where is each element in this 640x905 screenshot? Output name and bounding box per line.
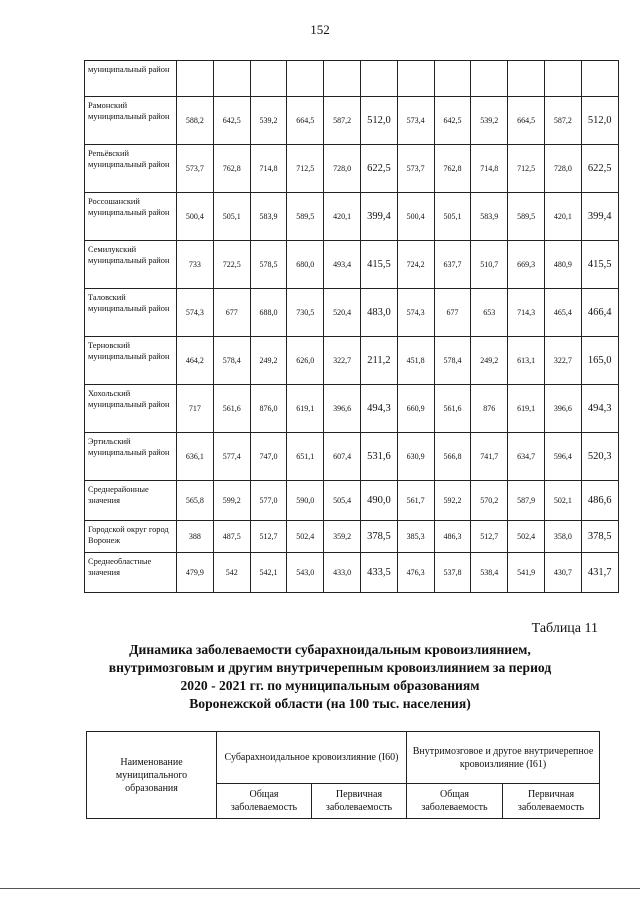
table-cell: 211,2	[360, 337, 397, 385]
table-cell: 583,9	[471, 193, 508, 241]
table-cell: 630,9	[397, 433, 434, 481]
table-cell: 433,0	[324, 553, 361, 593]
table-cell: 541,9	[508, 553, 545, 593]
table-cell: 451,8	[397, 337, 434, 385]
table-row	[85, 553, 619, 593]
header-group-i61: Внутримозговое и другое внутричерепное кровоизлияние (I61)	[407, 732, 600, 784]
table-cell: 385,3	[397, 521, 434, 553]
table-cell: 587,2	[324, 97, 361, 145]
table-cell: 493,4	[324, 241, 361, 289]
table-row	[85, 97, 619, 145]
table-cell	[544, 61, 581, 97]
table-cell: 583,9	[250, 193, 287, 241]
table-cell: 494,3	[360, 385, 397, 433]
table-cell: 505,1	[434, 193, 471, 241]
table-cell: 677	[434, 289, 471, 337]
table-cell: 396,6	[324, 385, 361, 433]
table-cell: 714,3	[508, 289, 545, 337]
table-cell: 249,2	[471, 337, 508, 385]
table-cell: 660,9	[397, 385, 434, 433]
table-cell: 520,3	[581, 433, 618, 481]
row-name: Таловский муниципальный район	[85, 289, 177, 337]
table-cell: 359,2	[324, 521, 361, 553]
table-cell: 537,8	[434, 553, 471, 593]
table-row	[85, 193, 619, 241]
table-cell: 688,0	[250, 289, 287, 337]
row-name: Рамонский муниципальный район	[85, 97, 177, 145]
header-primary-incidence: Первичная заболеваемость	[503, 784, 600, 819]
table-cell: 505,4	[324, 481, 361, 521]
table-cell: 500,4	[397, 193, 434, 241]
row-name: Среднеобластные значения	[85, 553, 177, 593]
table-row	[85, 481, 619, 521]
header-total-incidence: Общая заболеваемость	[407, 784, 503, 819]
table-cell	[397, 61, 434, 97]
title-line: 2020 - 2021 гг. по муниципальным образованиям	[180, 678, 480, 693]
table-cell: 476,3	[397, 553, 434, 593]
table-cell: 490,0	[360, 481, 397, 521]
table-cell: 651,1	[287, 433, 324, 481]
table-cell: 358,0	[544, 521, 581, 553]
table-cell: 542	[213, 553, 250, 593]
table-cell: 433,5	[360, 553, 397, 593]
table-cell: 728,0	[544, 145, 581, 193]
table-cell: 677	[213, 289, 250, 337]
row-name: Семилукский муниципальный район	[85, 241, 177, 289]
table-cell: 431,7	[581, 553, 618, 593]
table-cell: 590,0	[287, 481, 324, 521]
table-cell: 578,5	[250, 241, 287, 289]
table-cell: 664,5	[508, 97, 545, 145]
table-cell	[360, 61, 397, 97]
table-cell: 573,7	[397, 145, 434, 193]
row-name: Хохольский муниципальный район	[85, 385, 177, 433]
table-cell: 622,5	[360, 145, 397, 193]
table-cell: 378,5	[581, 521, 618, 553]
table-cell: 561,6	[434, 385, 471, 433]
row-name: Среднерайонные значения	[85, 481, 177, 521]
header-total-incidence: Общая заболеваемость	[217, 784, 312, 819]
table-cell: 494,3	[581, 385, 618, 433]
table-cell: 596,4	[544, 433, 581, 481]
table-cell: 566,8	[434, 433, 471, 481]
table-cell: 430,7	[544, 553, 581, 593]
table-cell: 378,5	[360, 521, 397, 553]
table-cell: 626,0	[287, 337, 324, 385]
table-cell: 502,4	[508, 521, 545, 553]
table-cell: 538,4	[471, 553, 508, 593]
table-cell: 619,1	[287, 385, 324, 433]
table-cell: 512,7	[250, 521, 287, 553]
table-cell: 399,4	[360, 193, 397, 241]
table-row	[85, 521, 619, 553]
table-cell: 876	[471, 385, 508, 433]
table-cell: 712,5	[508, 145, 545, 193]
table-cell: 531,6	[360, 433, 397, 481]
table-row	[85, 385, 619, 433]
table-cell: 578,4	[434, 337, 471, 385]
table-cell: 415,5	[581, 241, 618, 289]
table-cell: 420,1	[544, 193, 581, 241]
table-row	[85, 61, 619, 97]
table-cell: 724,2	[397, 241, 434, 289]
table-row	[85, 145, 619, 193]
table-cell: 500,4	[177, 193, 214, 241]
table-cell: 733	[177, 241, 214, 289]
table-row	[85, 433, 619, 481]
row-name: Репьёвский муниципальный район	[85, 145, 177, 193]
table-cell: 876,0	[250, 385, 287, 433]
table-cell: 502,4	[287, 521, 324, 553]
table-cell: 578,4	[213, 337, 250, 385]
table-cell: 505,1	[213, 193, 250, 241]
table-cell: 722,5	[213, 241, 250, 289]
table-label: Таблица 11	[531, 621, 598, 636]
header-group-i60: Субарахноидальное кровоизлияние (I60)	[217, 732, 407, 784]
table-cell: 634,7	[508, 433, 545, 481]
table-cell	[434, 61, 471, 97]
table-row	[85, 289, 619, 337]
table-cell: 539,2	[250, 97, 287, 145]
table-cell: 512,0	[581, 97, 618, 145]
table-cell: 653	[471, 289, 508, 337]
table-cell: 486,3	[434, 521, 471, 553]
table-cell: 747,0	[250, 433, 287, 481]
table-cell: 487,5	[213, 521, 250, 553]
table-cell: 542,1	[250, 553, 287, 593]
table-cell: 637,7	[434, 241, 471, 289]
table-cell: 619,1	[508, 385, 545, 433]
table-cell	[250, 61, 287, 97]
table-cell	[177, 61, 214, 97]
table-cell: 589,5	[508, 193, 545, 241]
header-name-column: Наименование муниципального образования	[87, 732, 217, 819]
table-cell: 486,6	[581, 481, 618, 521]
table-cell: 587,2	[544, 97, 581, 145]
table-cell: 664,5	[287, 97, 324, 145]
page-number: 152	[310, 22, 330, 37]
table-cell	[508, 61, 545, 97]
table-cell: 592,2	[434, 481, 471, 521]
table-row	[85, 337, 619, 385]
table-cell: 574,3	[397, 289, 434, 337]
table-cell: 420,1	[324, 193, 361, 241]
table-cell: 322,7	[324, 337, 361, 385]
table-cell: 539,2	[471, 97, 508, 145]
table-cell	[287, 61, 324, 97]
table-title	[60, 641, 600, 713]
table-cell: 479,9	[177, 553, 214, 593]
table-cell: 712,5	[287, 145, 324, 193]
table-cell: 714,8	[250, 145, 287, 193]
row-name: Городской округ город Воронеж	[85, 521, 177, 553]
table-cell: 573,7	[177, 145, 214, 193]
table-cell: 561,6	[213, 385, 250, 433]
table-cell: 730,5	[287, 289, 324, 337]
table-cell: 589,5	[287, 193, 324, 241]
title-line: Динамика заболеваемости субарахноидальным кровоизлиянием,	[129, 642, 531, 657]
incidence-table-continued	[84, 60, 619, 593]
table-cell: 669,3	[508, 241, 545, 289]
table-cell: 165,0	[581, 337, 618, 385]
table-cell	[471, 61, 508, 97]
table-cell: 249,2	[250, 337, 287, 385]
table-cell: 415,5	[360, 241, 397, 289]
table-cell: 622,5	[581, 145, 618, 193]
table-cell: 510,7	[471, 241, 508, 289]
table-cell: 396,6	[544, 385, 581, 433]
table-cell: 322,7	[544, 337, 581, 385]
table-cell: 574,3	[177, 289, 214, 337]
table-cell: 577,4	[213, 433, 250, 481]
table-cell: 466,4	[581, 289, 618, 337]
title-line: Воронежской области (на 100 тыс. населения)	[189, 696, 471, 711]
row-name: Россошанский муниципальный район	[85, 193, 177, 241]
table-cell	[324, 61, 361, 97]
table-cell: 464,2	[177, 337, 214, 385]
table-cell: 636,1	[177, 433, 214, 481]
table-cell: 717	[177, 385, 214, 433]
table-cell: 762,8	[213, 145, 250, 193]
table-cell: 565,8	[177, 481, 214, 521]
table-cell: 399,4	[581, 193, 618, 241]
table-cell: 741,7	[471, 433, 508, 481]
table-cell: 512,0	[360, 97, 397, 145]
table-cell: 577,0	[250, 481, 287, 521]
table-cell: 561,7	[397, 481, 434, 521]
row-name: Терновский муниципальный район	[85, 337, 177, 385]
table-cell: 613,1	[508, 337, 545, 385]
table-cell: 543,0	[287, 553, 324, 593]
table-cell: 465,4	[544, 289, 581, 337]
table-cell: 762,8	[434, 145, 471, 193]
table-cell: 502,1	[544, 481, 581, 521]
table-cell: 512,7	[471, 521, 508, 553]
table-cell: 483,0	[360, 289, 397, 337]
table-cell: 599,2	[213, 481, 250, 521]
footer-divider	[0, 888, 640, 889]
table-row	[85, 241, 619, 289]
table-cell	[213, 61, 250, 97]
table-cell: 573,4	[397, 97, 434, 145]
header-primary-incidence: Первичная заболеваемость	[312, 784, 407, 819]
table-cell: 714,8	[471, 145, 508, 193]
table-cell: 642,5	[434, 97, 471, 145]
table-cell: 642,5	[213, 97, 250, 145]
hemorrhage-table-header	[86, 731, 600, 819]
table-cell: 480,9	[544, 241, 581, 289]
table-cell: 728,0	[324, 145, 361, 193]
table-cell: 588,2	[177, 97, 214, 145]
table-cell	[581, 61, 618, 97]
title-line: внутримозговым и другим внутричерепным кровоизлиянием за период	[108, 660, 552, 675]
table-cell: 520,4	[324, 289, 361, 337]
table-cell: 570,2	[471, 481, 508, 521]
table-cell: 587,9	[508, 481, 545, 521]
table-cell: 607,4	[324, 433, 361, 481]
table-cell: 388	[177, 521, 214, 553]
row-name: Эртильский муниципальный район	[85, 433, 177, 481]
table-cell: 680,0	[287, 241, 324, 289]
row-name: муниципальный район	[85, 61, 177, 97]
